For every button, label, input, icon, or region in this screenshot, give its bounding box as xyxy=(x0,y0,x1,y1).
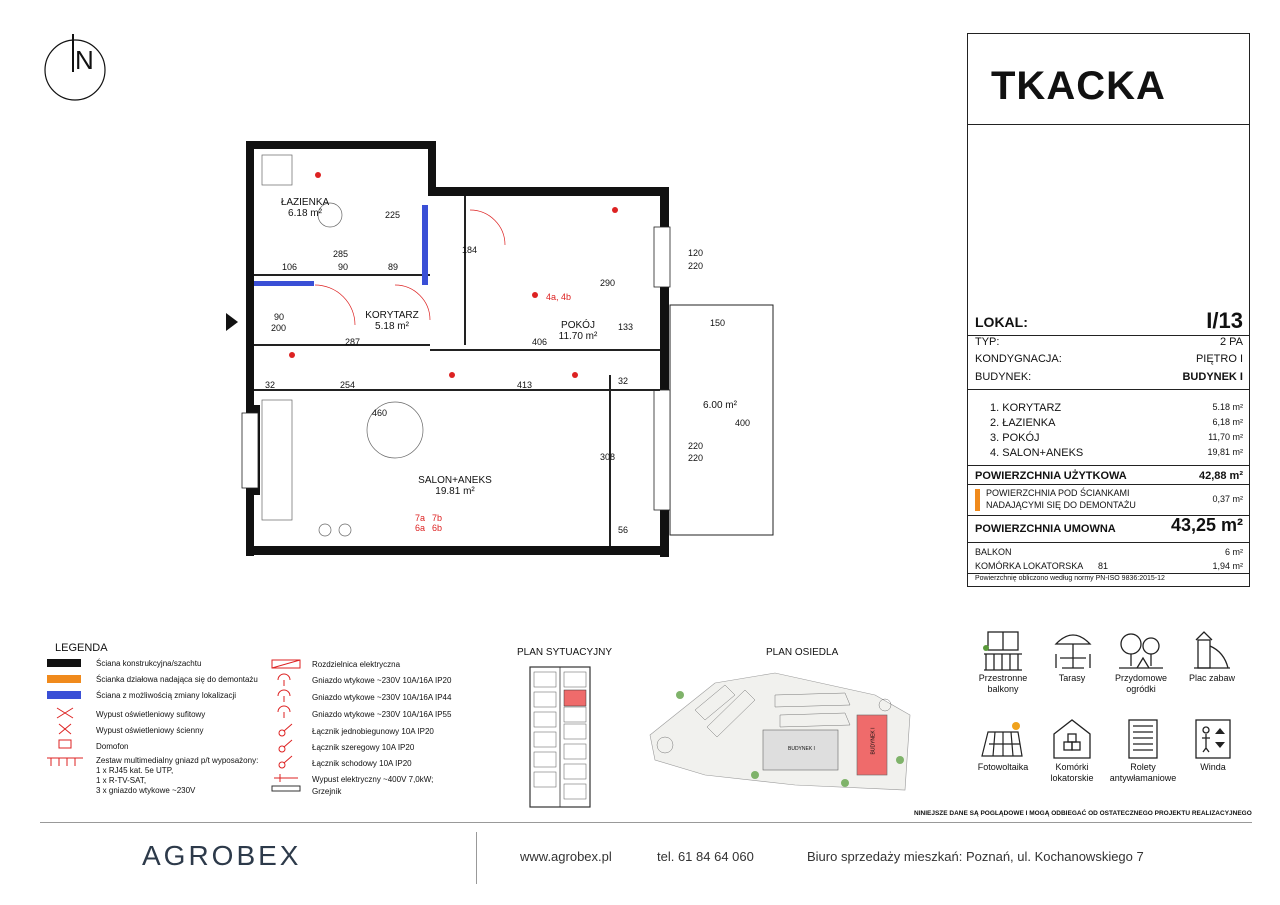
legend-item: 1 x R-TV-SAT, xyxy=(96,776,147,785)
legend-item: Gniazdo wtykowe ~230V 10A/16A IP20 xyxy=(312,676,452,685)
legend-item: Zestaw multimedialny gniazd p/t wyposażony: xyxy=(96,756,259,765)
dim-label: 200 xyxy=(271,323,287,333)
pum-value: 43,25 m² xyxy=(1170,515,1243,535)
dim-label: 56 xyxy=(618,525,629,535)
dim-label: 184 xyxy=(462,245,478,255)
footer-website[interactable]: www.agrobex.pl xyxy=(520,849,612,864)
dim-label: 308 xyxy=(600,452,616,462)
terrace-icon xyxy=(1050,630,1096,672)
balcony-icon xyxy=(980,630,1026,672)
komorka-label: KOMÓRKA LOKATORSKA xyxy=(975,561,1084,571)
amenity-label: Winda xyxy=(1200,762,1226,772)
room-row-value: 19,81 m² xyxy=(1207,447,1243,457)
walls-label-2: NADAJĄCYMI SIĘ DO DEMONTAŻU xyxy=(986,500,1136,510)
legend-item: Gniazdo wtykowe ~230V 10A/16A IP44 xyxy=(312,693,452,702)
shutter-icon xyxy=(1125,718,1161,760)
disclaimer: NINIEJSZE DANE SĄ POGLĄDOWE I MOGĄ ODBIEGAĆ OD OSTATECZNEGO PROJEKTU REALIZACYJNEGO xyxy=(914,810,1252,817)
footer-phone[interactable]: tel. 61 84 64 060 xyxy=(657,849,754,864)
komorka-value: 1,94 m² xyxy=(1212,561,1243,571)
room-row-label: 3. POKÓJ xyxy=(990,432,1040,444)
footer-vertical-divider xyxy=(476,832,477,884)
dim-label: 254 xyxy=(340,380,356,390)
solar-icon xyxy=(978,720,1026,760)
plan-osiedla-title: PLAN OSIEDLA xyxy=(766,647,839,658)
legend-item: Ściana z możliwością zmiany lokalizacji xyxy=(96,691,237,700)
legend-item: 1 x RJ45 kat. 5e UTP, xyxy=(96,766,174,775)
estate-building-label: BUDYNEK I xyxy=(870,727,877,755)
dim-label: 89 xyxy=(388,262,399,272)
removable-wall-swatch xyxy=(975,489,980,511)
brand-logo: AGROBEX xyxy=(142,840,302,871)
dim-label: 220 xyxy=(688,453,704,463)
kondygnacja-value: PIĘTRO I xyxy=(1195,353,1243,365)
room-row-value: 6,18 m² xyxy=(1212,417,1243,427)
legend-title: LEGENDA xyxy=(55,642,108,654)
room-korytarz: KORYTARZ 5.18 m² xyxy=(365,310,419,332)
legend-item: Grzejnik xyxy=(312,787,342,796)
legend-item: Ścianka działowa nadająca się do demontażu xyxy=(96,675,258,684)
dim-label: 4a, 4b xyxy=(546,292,572,302)
legend-item: Ściana konstrukcyjna/szachtu xyxy=(96,659,202,668)
dim-label: 220 xyxy=(688,261,704,271)
legend-item: Łącznik szeregowy 10A IP20 xyxy=(312,743,415,752)
pum-label: POWIERZCHNIA UMOWNA xyxy=(975,523,1116,535)
amenity-label: Plac zabaw xyxy=(1188,673,1236,683)
room-balkon: 6.00 m² xyxy=(703,400,737,411)
legend-item: Wypust elektryczny ~400V 7,0kW; xyxy=(312,775,434,784)
dim-label: 90 xyxy=(338,262,349,272)
dim-label: 6a xyxy=(415,523,426,533)
playground-icon xyxy=(1192,630,1232,672)
legend-electric-symbols-icon xyxy=(268,658,304,793)
dim-label: 290 xyxy=(600,278,616,288)
legend-item: Domofon xyxy=(96,742,129,751)
legend-item: 3 x gniazdo wtykowe ~230V xyxy=(96,786,196,795)
budynek-value: BUDYNEK I xyxy=(1182,371,1243,383)
legend-item: Wypust oświetleniowy sufitowy xyxy=(96,710,206,719)
entrance-arrow-icon xyxy=(226,313,238,331)
dim-label: 460 xyxy=(372,408,388,418)
apartment-highlight xyxy=(564,690,586,706)
amenity-label: Przydomowe ogródki xyxy=(1114,673,1168,694)
legend-item: Gniazdo wtykowe ~230V 10A/16A IP55 xyxy=(312,710,452,719)
room-row-label: 4. SALON+ANEKS xyxy=(990,447,1084,459)
room-row-label: 2. ŁAZIENKA xyxy=(990,417,1056,429)
legend-item: Łącznik schodowy 10A IP20 xyxy=(312,759,412,768)
room-row-value: 11,70 m² xyxy=(1208,432,1243,442)
site-plan-map xyxy=(520,662,600,812)
amenity-label: Komórki lokatorskie xyxy=(1050,762,1094,783)
room-salon: SALON+ANEKS 19.81 m² xyxy=(418,475,492,497)
storage-icon xyxy=(1050,718,1094,760)
balkon-value: 6 m² xyxy=(1225,547,1243,557)
legend-item: Łącznik jednobiegunowy 10A IP20 xyxy=(312,727,434,736)
legend-symbols-icon xyxy=(45,704,85,774)
typ-value: 2 PA xyxy=(1219,336,1243,348)
info-panel xyxy=(967,33,1250,587)
footer-office: Biuro sprzedaży mieszkań: Poznań, ul. Kochanowskiego 7 xyxy=(807,849,1144,864)
budynek-label: BUDYNEK: xyxy=(975,371,1032,383)
amenity-label: Rolety antywłamaniowe xyxy=(1109,762,1177,783)
elevator-icon xyxy=(1194,718,1232,760)
balcony-outline xyxy=(670,305,773,535)
amenity-label: Przestronne balkony xyxy=(978,673,1028,694)
amenity-label: Fotowoltaika xyxy=(977,762,1029,772)
dim-label: 7a xyxy=(415,513,426,523)
dim-label: 220 xyxy=(688,441,704,451)
dim-label: 225 xyxy=(385,210,401,220)
dim-label: 106 xyxy=(282,262,298,272)
plan-sytuacyjny-title: PLAN SYTUACYJNY xyxy=(517,647,613,658)
project-title: TKACKA xyxy=(991,64,1166,108)
walls-label-1: POWIERZCHNIA POD ŚCIANKAMI xyxy=(986,488,1130,498)
walls-value: 0,37 m² xyxy=(1212,494,1243,504)
estate-building-label: BUDYNEK I xyxy=(788,746,815,752)
lokal-label: LOKAL: xyxy=(975,314,1028,330)
pu-value: 42,88 m² xyxy=(1198,470,1243,482)
dim-label: 133 xyxy=(618,322,634,332)
dim-label: 406 xyxy=(532,337,548,347)
legend-item: Rozdzielnica elektryczna xyxy=(312,660,401,669)
footer-divider xyxy=(40,822,1252,823)
dim-label: 90 xyxy=(274,312,285,322)
dim-label: 413 xyxy=(517,380,533,390)
movable-wall xyxy=(422,205,428,285)
room-row-value: 5.18 m² xyxy=(1212,402,1243,412)
dim-label: 400 xyxy=(735,418,751,428)
komorka-num: 81 xyxy=(1098,561,1109,571)
dim-label: 287 xyxy=(345,337,361,347)
amenity-label: Tarasy xyxy=(1058,673,1086,683)
dim-label: 120 xyxy=(688,248,704,258)
garden-icon xyxy=(1117,630,1165,672)
lokal-value: I/13 xyxy=(1206,308,1243,333)
kondygnacja-label: KONDYGNACJA: xyxy=(975,353,1062,365)
compass-label: N xyxy=(75,45,94,75)
legend-swatch-structural xyxy=(47,659,81,667)
legend-swatch-movable xyxy=(47,691,81,699)
dim-label: 32 xyxy=(618,376,629,386)
dim-label: 285 xyxy=(333,249,349,259)
room-lazienka: ŁAZIENKA 6.18 m² xyxy=(280,197,330,219)
room-row-label: 1. KORYTARZ xyxy=(990,402,1062,414)
dim-label: 6b xyxy=(432,523,443,533)
dim-label: 7b xyxy=(432,513,443,523)
legend-swatch-removable xyxy=(47,675,81,683)
legend-item: Wypust oświetleniowy ścienny xyxy=(96,726,204,735)
room-pokoj: POKÓJ 11.70 m² xyxy=(558,320,598,342)
movable-wall-2 xyxy=(254,281,314,286)
dim-label: 32 xyxy=(265,380,276,390)
dim-label: 150 xyxy=(710,318,726,328)
norm-note: Powierzchnię obliczono według normy PN-ISO 9836:2015-12 xyxy=(975,575,1165,582)
pu-label: POWIERZCHNIA UŻYTKOWA xyxy=(975,470,1127,482)
balkon-label: BALKON xyxy=(975,547,1012,557)
estate-plan-map xyxy=(645,665,920,805)
typ-label: TYP: xyxy=(975,336,1000,348)
